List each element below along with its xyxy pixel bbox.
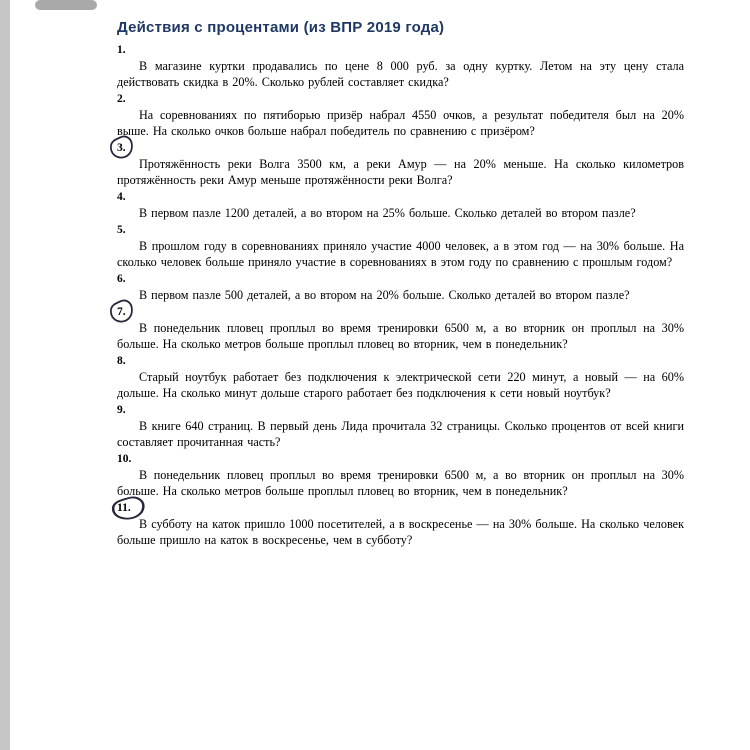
problem-number-row (117, 305, 684, 319)
problem-text: Старый ноутбук работает без подключения к электрической сети 220 минут, а новый — на 60% дольше. На сколько минут дольше старого работает без подключения к сети новый ноутбук? (117, 370, 684, 400)
problem-text: В прошлом году в соревнованиях приняло участие 4000 человек, а в этом год — на 30% больше. На сколько человек больше приняло участие в соревнованиях в этом году по сравнению с прошлым годом? (117, 239, 684, 269)
problem-item (117, 501, 684, 548)
problem-number: 4. (117, 191, 126, 203)
problem-number: 7. (117, 306, 126, 318)
problem-item (117, 354, 684, 401)
problem-text: В понедельник пловец проплыл во время тренировки 6500 м, а во вторник он проплыл на 30% больше. На сколько метров больше проплыл пловец во вторник, чем в понедельник? (117, 468, 684, 498)
problem-text: В магазине куртки продавались по цене 8 000 руб. за одну куртку. Летом на эту цену стала действовать скидка в 20%. Сколько рублей составляет скидка? (117, 59, 684, 89)
problem-number: 6. (117, 273, 126, 285)
problem-number-row (117, 452, 684, 466)
problem-number-row (117, 92, 684, 106)
document-title: Действия с процентами (из ВПР 2019 года) (117, 19, 445, 36)
problem-item (117, 272, 684, 303)
problem-number-row (117, 354, 684, 368)
problem-number: 5. (117, 224, 126, 236)
problem-number: 10. (117, 453, 132, 465)
problem-number-row (117, 141, 684, 155)
problem-number: 9. (117, 404, 126, 416)
problem-text: В субботу на каток пришло 1000 посетителей, а в воскресенье — на 30% больше. На сколько человек больше пришло на каток в воскресенье, чем в субботу? (117, 517, 684, 547)
problem-text: В первом пазле 1200 деталей, а во втором на 25% больше. Сколько деталей во втором пазле? (139, 206, 636, 220)
problem-item (117, 452, 684, 499)
problem-item (117, 92, 684, 139)
problem-number: 1. (117, 44, 126, 56)
problem-number-row (117, 501, 684, 515)
problem-number: 3. (117, 142, 126, 154)
problem-text: Протяжённость реки Волга 3500 км, а реки Амур — на 20% меньше. На сколько километров протяжённость реки Амур меньше протяжённости реки Волга? (117, 157, 684, 187)
problem-number: 11. (117, 502, 131, 514)
problem-number-row (117, 223, 684, 237)
problem-number: 8. (117, 355, 126, 367)
problem-item (117, 223, 684, 270)
problem-text: В книге 640 страниц. В первый день Лида прочитала 32 страницы. Сколько процентов от всей книги составляет прочитанная часть? (117, 419, 684, 449)
problem-item (117, 43, 684, 90)
problem-number-row (117, 403, 684, 417)
problem-number: 2. (117, 93, 126, 105)
problem-text: В понедельник пловец проплыл во время тренировки 6500 м, а во вторник он проплыл на 30% больше. На сколько метров больше проплыл пловец во вторник, чем в понедельник? (117, 321, 684, 351)
problem-number-row (117, 272, 684, 286)
problem-item (117, 141, 684, 188)
problem-text: На соревнованиях по пятиборью призёр набрал 4550 очков, а результат победителя был на 20% выше. На сколько очков больше набрал победитель по сравнению с призёром? (117, 108, 684, 138)
problem-number-row (117, 43, 684, 57)
problem-number-row (117, 190, 684, 204)
problem-item (117, 305, 684, 352)
problem-list (117, 43, 684, 548)
problem-item (117, 403, 684, 450)
problem-item (117, 190, 684, 221)
problem-text: В первом пазле 500 деталей, а во втором на 20% больше. Сколько деталей во втором пазле? (139, 288, 630, 302)
